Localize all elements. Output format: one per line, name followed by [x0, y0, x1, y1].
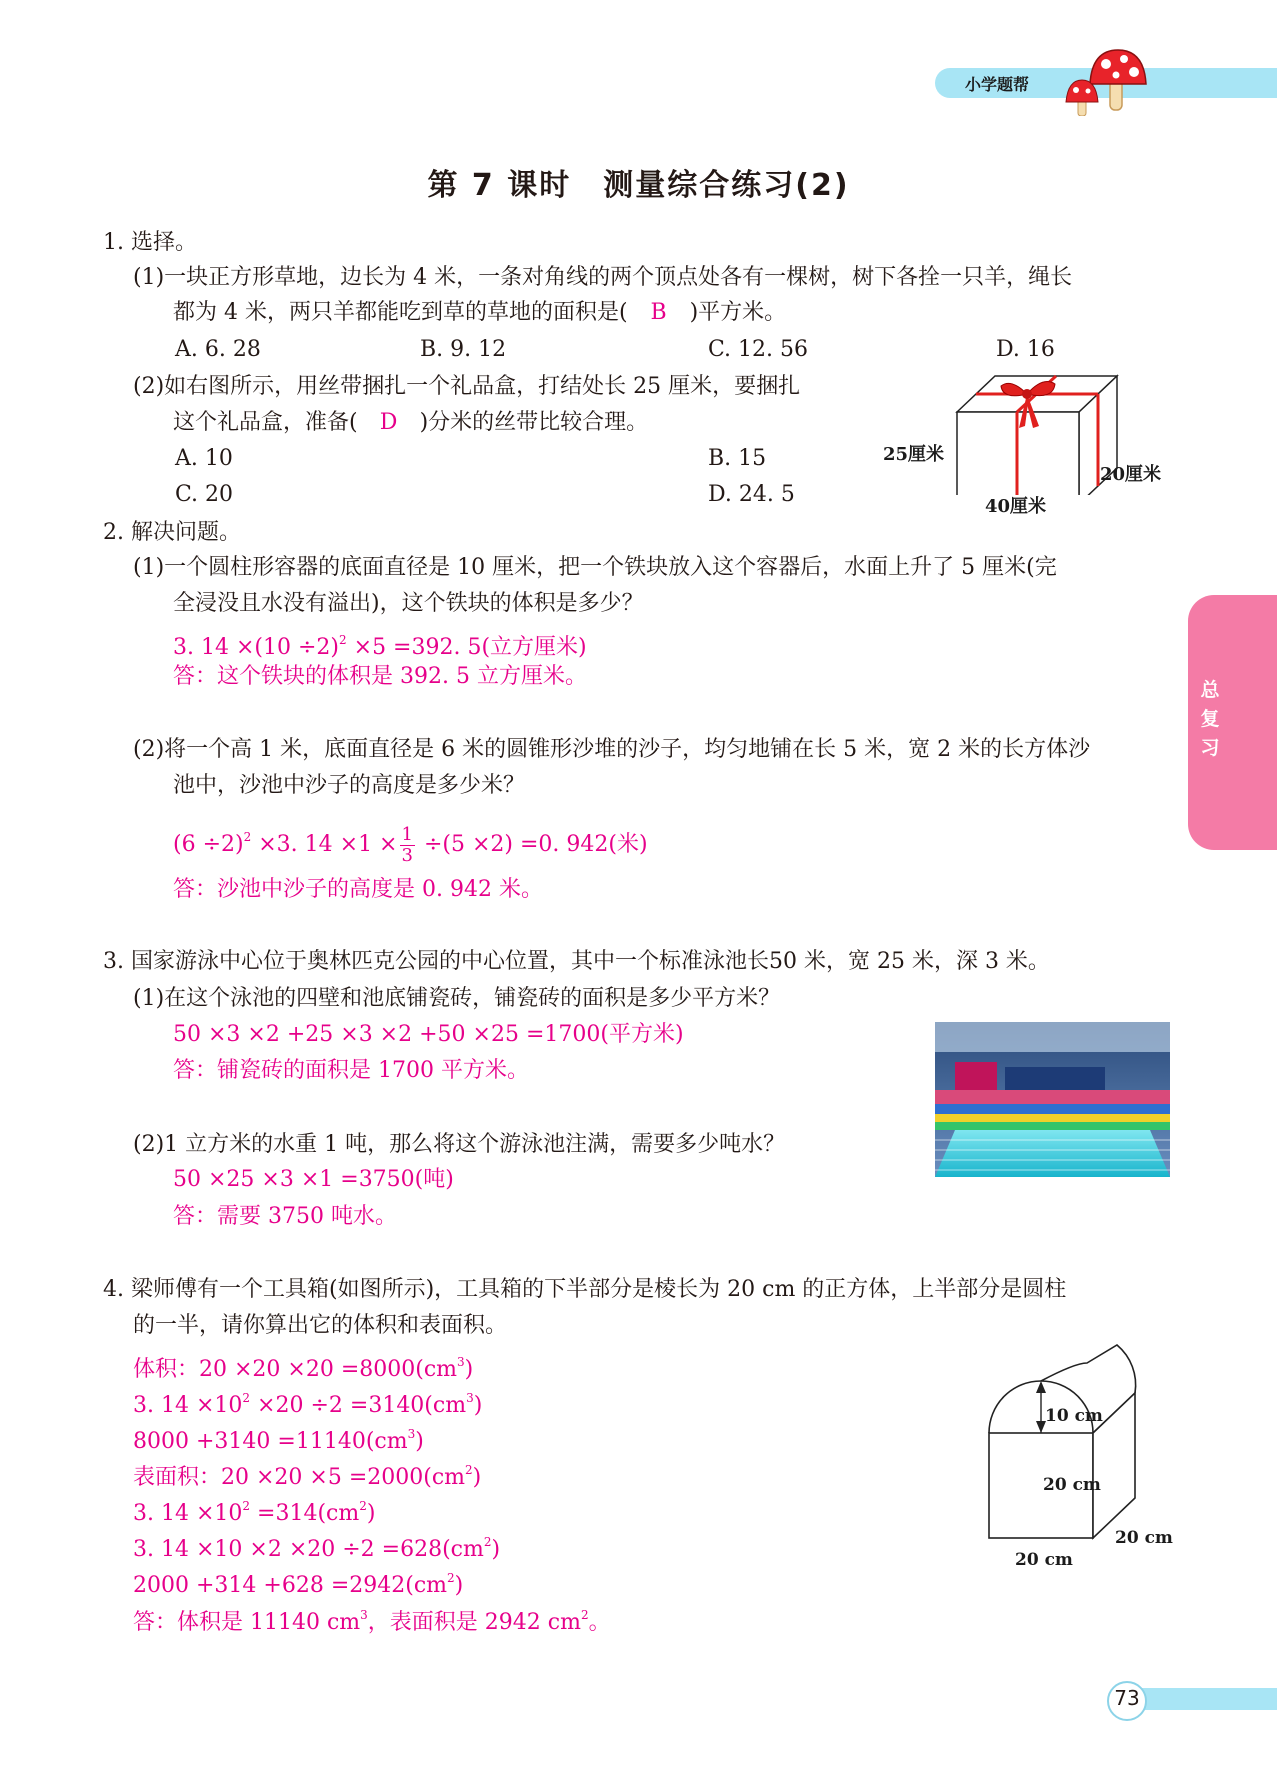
toolbox-figure [985, 1303, 1145, 1553]
q3-p1-question: (1)在这个泳池的四壁和池底铺瓷砖，铺瓷砖的面积是多少平方米？ [133, 986, 781, 1011]
q1-p1-option-a: A. 6. 28 [175, 337, 261, 362]
q2-p2-calc: $(6 \div 2)^2 \times 3$. 14 ×1 × $\frac{1}{3}$ ÷(5 ×2) =0. 942(米) [173, 823, 648, 866]
side-tab-label: 总复习 [1200, 679, 1220, 759]
gift-box-width-label: 40厘米 [985, 496, 1047, 517]
q4-calc-3: $8000 +3140 =11140(cm^3)$ [133, 1427, 424, 1454]
q3-p2-calc: 50 ×25 ×3 ×1 =3750(吨) [173, 1167, 454, 1192]
q3-p2-question: (2)1 立方米的水重 1 吨，那么将这个游泳池注满，需要多少吨水？ [133, 1132, 786, 1157]
page-number: 73 [1114, 1686, 1140, 1710]
q4-calc-1: 体积：$20 \times 20 \times 20 =8000(cm^3)$ [133, 1355, 474, 1382]
q4-calc-5: 3. $14 \times 10^2 =314(cm^2)$ [133, 1499, 376, 1526]
q4-calc-7: $2000 +314 +628 =2942(cm^2)$ [133, 1571, 464, 1598]
q1-p1-line1: (1)一块正方形草地，边长为 4 米，一条对角线的两个顶点处各有一棵树，树下各拴一只羊，绳长 [133, 265, 1073, 290]
header-label: 小学题帮 [965, 75, 1030, 94]
q2-p1-line1: (1)一个圆柱形容器的底面直径是 10 厘米，把一个铁块放入这个容器后，水面上升了 5 厘米(完 [133, 555, 1057, 580]
q4-calc-4: 表面积：$20 \times 20 \times 5 =2000(cm^2)$ [133, 1463, 482, 1490]
mushroom-logo-icon [1060, 44, 1150, 116]
swimming-pool-photo [935, 1022, 1170, 1177]
q1-p2-line1: (2)如右图所示，用丝带捆扎一个礼品盒，打结处长 25 厘米，要捆扎 [133, 374, 801, 399]
q2-p1-line2: 全浸没且水没有溢出)，这个铁块的体积是多少？ [173, 591, 644, 616]
gift-box-height-label: 25厘米 [883, 444, 945, 465]
q2-p2-answer: 答：沙池中沙子的高度是 0. 942 米。 [173, 877, 543, 902]
q4-line2: 的一半，请你算出它的体积和表面积。 [133, 1313, 508, 1338]
q1-p2-line2: 这个礼品盒，准备( D )分米的丝带比较合理。 [173, 408, 648, 438]
q3-p1-answer: 答：铺瓷砖的面积是 1700 平方米。 [173, 1058, 529, 1083]
q1-heading: 1. 选择。 [103, 230, 197, 255]
q4-calc-6: 3. $14 \times 10 \times 2 \times 20 \div 2 =628(cm^2)$ [133, 1535, 501, 1562]
q1-p2-option-c: C. 20 [175, 482, 234, 507]
toolbox-width-label: 20 cm [1015, 1550, 1073, 1570]
q2-p2-line1: (2)将一个高 1 米，底面直径是 6 米的圆锥形沙堆的沙子，均匀地铺在长 5 米，宽 2 米的长方体沙 [133, 737, 1091, 762]
q3-heading: 3. 国家游泳中心位于奥林匹克公园的中心位置，其中一个标准泳池长50 米，宽 25 米，深 3 米。 [103, 949, 1050, 974]
page-number-bar [1128, 1688, 1277, 1710]
q1-p1-option-d: D. 16 [996, 337, 1055, 362]
toolbox-radius-label: 10 cm [1045, 1406, 1103, 1426]
q1-p2-answer: D [379, 410, 398, 435]
toolbox-height-label: 20 cm [1043, 1475, 1101, 1495]
q4-answer: 答：体积是 11140 $cm^3$，表面积是 2942 $cm^2$。 [133, 1608, 611, 1635]
q1-p1-answer: B [650, 300, 667, 325]
q3-p1-calc: 50 ×3 ×2 +25 ×3 ×2 +50 ×25 =1700(平方米) [173, 1022, 684, 1047]
q1-p1-line2: 都为 4 米，两只羊都能吃到草的草地的面积是( B )平方米。 [173, 298, 786, 328]
q2-p2-line2: 池中，沙池中沙子的高度是多少米？ [173, 773, 526, 798]
q1-p2-option-d: D. 24. 5 [708, 482, 795, 507]
q4-calc-2: 3. $14 \times 10^2 \times 20 \div 2 =3140(cm^3)$ [133, 1391, 483, 1418]
q2-p1-answer: 答：这个铁块的体积是 392. 5 立方厘米。 [173, 664, 587, 689]
q1-p2-option-a: A. 10 [175, 446, 233, 471]
q2-heading: 2. 解决问题。 [103, 520, 241, 545]
gift-box-depth-label: 20厘米 [1100, 464, 1162, 485]
toolbox-depth-label: 20 cm [1115, 1528, 1173, 1548]
page-title: 第 7 课时 测量综合练习(2) [427, 168, 850, 203]
q1-p2-option-b: B. 15 [708, 446, 767, 471]
q4-line1: 4. 梁师傅有一个工具箱(如图所示)，工具箱的下半部分是棱长为 20 cm 的正方体，上半部分是圆柱 [103, 1277, 1067, 1302]
q1-p1-option-b: B. 9. 12 [420, 337, 507, 362]
q2-p2-fraction: $\frac{1}{3}$ [401, 823, 413, 866]
q1-p1-option-c: C. 12. 56 [708, 337, 809, 362]
q3-p2-answer: 答：需要 3750 吨水。 [173, 1204, 397, 1229]
q2-p1-calc: 3. $14 \times(10 \div 2)^2 \times 5 =392$. 5(立方厘米) [173, 633, 587, 660]
